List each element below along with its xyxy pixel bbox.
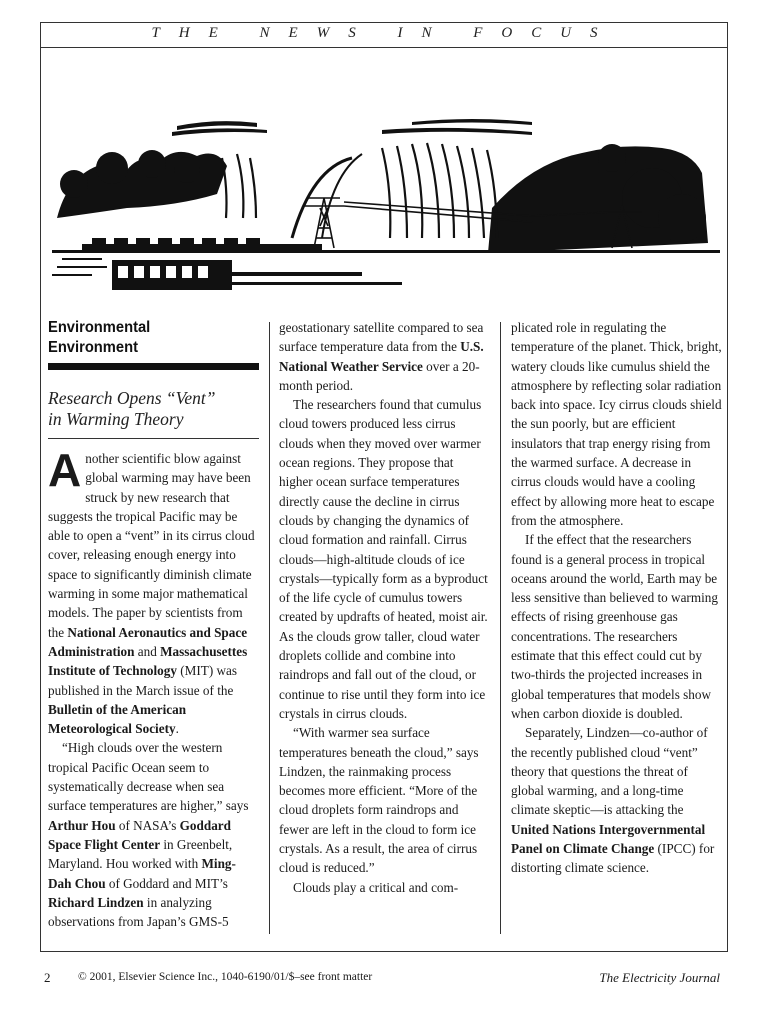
industrial-landscape-illustration (52, 98, 720, 294)
paragraph: Clouds play a critical and com- (293, 879, 459, 895)
paragraph: If the effect that the researchers found is a general process in tropical oceans around the world, Earth may be less sensitive than believed to warming effects of rising greenhouse gas concentrations. The researchers estimate that this effect could cut by two-thirds the projected increases in global temperatures that models show when carbon dioxide is doubled. (511, 532, 718, 721)
copyright-notice: © 2001, Elsevier Science Inc., 1040-6190/01/$–see front matter (78, 971, 373, 983)
paragraph: Another scientific blow against global warming may have been struck by new research that suggests the tropical Pacific may be able to open a “vent” in its cirrus cloud cover, releasing enough energy into space to significantly diminish climate warming in some major mathematical models. The paper by scientists from the National Aeronautics and Space Administration and Massachusettes Institute of Technology (MIT) was published in the March issue of the Bulletin of the American Meteorological Society. (48, 444, 255, 737)
column-divider (269, 322, 270, 934)
paragraph: geostationary satellite compared to sea surface temperature data from the U.S. National Weather Service over a 20-month period. (279, 320, 484, 393)
drop-cap: A (48, 444, 82, 496)
page-footer (44, 970, 720, 990)
section-heading: Environmental Environment (48, 319, 151, 356)
paragraph: The researchers found that cumulus cloud towers produced less cirrus clouds when they moved over warmer ocean regions. They propose that higher ocean surface temperatures directly cause the decline in cirrus clouds by changing the dynamics of cloud formation and rainfall. Cirrus clouds—high-altitude clouds of ice crystals—typically form as a byproduct of the life cycle of cumulus towers created by updrafts of heated, moist air. As the clouds grow taller, cloud water droplets collide and combine into raindrops and fall out of the cloud, or continue to rise until they form into ice crystals in cirrus clouds. (279, 397, 488, 721)
paragraph: “With warmer sea surface temperatures beneath the cloud,” says Lindzen, the rainmaking process becomes more efficient. “More of the cloud droplets form raindrops and fewer are left in the cloud to form ice crystals. As a result, the area of cirrus cloud is reduced.” (279, 725, 479, 876)
journal-name: The Electricity Journal (599, 970, 720, 985)
paragraph: Separately, Lindzen—co-author of the recently published cloud “vent” theory that questions the threat of global warming, and a long-time climate skeptic—is attacking the United Nations Intergovernmental Panel on Climate Change (IPCC) for distorting climate science. (511, 725, 715, 876)
paragraph: “High clouds over the western tropical Pacific Ocean seem to systematically decrease when sea surface temperatures are higher,” says Arthur Hou of NASA’s Goddard Space Flight Center in Greenbelt, Maryland. Hou worked with Ming-Dah Chou of Goddard and MIT’s Richard Lindzen in analyzing observations from Japan’s GMS-5 (48, 740, 249, 930)
column-divider (500, 322, 501, 934)
paragraph: plicated role in regulating the temperature of the planet. Thick, bright, watery clouds like cumulus shield the atmosphere by reflecting solar radiation back into space. Icy cirrus clouds shield the sun poorly, but are efficient insulators that trap energy rising from the warmed surface. A decrease in cirrus clouds would have a cooling effect by allowing more heat to escape from the atmosphere. (511, 320, 722, 528)
column-1 (48, 318, 259, 931)
heading-rule (48, 363, 259, 370)
title-rule (48, 438, 259, 439)
article-title: Research Opens “Vent” in Warming Theory (48, 388, 216, 429)
page-number: 2 (44, 970, 51, 985)
header-rule (41, 47, 727, 48)
column-3 (511, 318, 722, 878)
column-2 (279, 318, 490, 897)
running-head: THE NEWS IN FOCUS (151, 25, 617, 41)
